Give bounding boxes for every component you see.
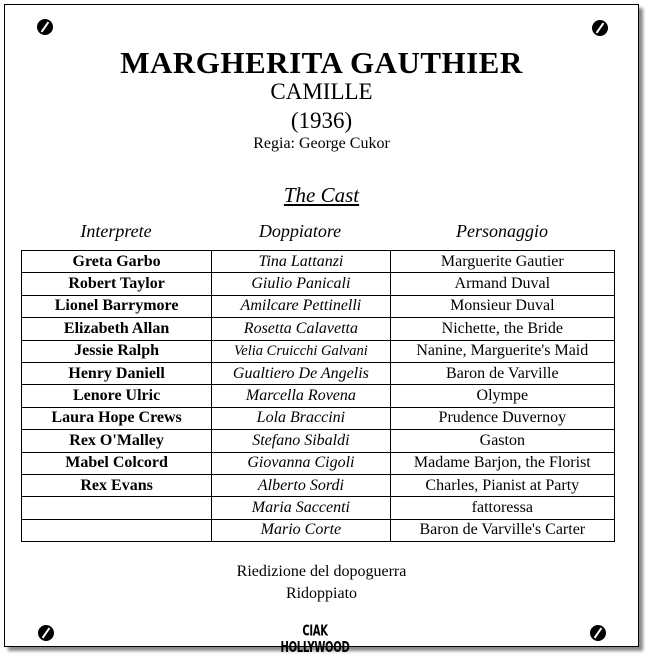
table-row xyxy=(22,452,615,474)
plaque xyxy=(4,4,639,657)
cast-table xyxy=(21,250,615,542)
table-row xyxy=(22,318,615,340)
original-title: CAMILLE xyxy=(270,79,373,104)
screw-icon xyxy=(37,19,53,35)
actor-cell: Lionel Barrymore xyxy=(22,295,212,317)
dubber-cell: Gualtiero De Angelis xyxy=(212,362,390,384)
table-row xyxy=(22,497,615,519)
role-cell: Madame Barjon, the Florist xyxy=(390,452,614,474)
role-cell: fattoressa xyxy=(390,497,614,519)
screw-icon xyxy=(590,625,606,641)
role-cell: Gaston xyxy=(390,430,614,452)
actor-cell: Mabel Colcord xyxy=(22,452,212,474)
dubber-cell: Amilcare Pettinelli xyxy=(212,295,390,317)
table-row xyxy=(22,430,615,452)
role-cell: Nanine, Marguerite's Maid xyxy=(390,340,614,362)
actor-cell xyxy=(22,519,212,541)
dubber-cell: Velia Cruicchi Galvani xyxy=(212,340,390,362)
table-row xyxy=(22,273,615,295)
role-cell: Baron de Varville's Carter xyxy=(390,519,614,541)
dubber-cell: Mario Corte xyxy=(212,519,390,541)
table-row xyxy=(22,340,615,362)
table-row xyxy=(22,251,615,273)
dubber-cell: Maria Saccenti xyxy=(212,497,390,519)
role-cell: Monsieur Duval xyxy=(390,295,614,317)
actor-cell: Robert Taylor xyxy=(22,273,212,295)
role-cell: Marguerite Gautier xyxy=(390,251,614,273)
role-cell: Baron de Varville xyxy=(390,362,614,384)
column-header-actor: Interprete xyxy=(80,221,152,241)
screw-icon xyxy=(592,20,608,36)
table-row xyxy=(22,474,615,496)
dubber-cell: Giovanna Cigoli xyxy=(212,452,390,474)
screw-icon xyxy=(38,625,54,641)
actor-cell: Rex Evans xyxy=(22,474,212,496)
dubber-cell: Stefano Sibaldi xyxy=(212,430,390,452)
actor-cell: Lenore Ulric xyxy=(22,385,212,407)
redub-note: Ridoppiato xyxy=(285,585,358,602)
table-row xyxy=(22,407,615,429)
director: Regia: George Cukor xyxy=(253,135,390,152)
column-header-role: Personaggio xyxy=(456,221,548,241)
actor-cell: Henry Daniell xyxy=(22,362,212,384)
dubber-cell: Rosetta Calavetta xyxy=(212,318,390,340)
role-cell: Nichette, the Bride xyxy=(390,318,614,340)
edition-note: Riedizione del dopoguerra xyxy=(236,563,407,580)
actor-cell: Rex O'Malley xyxy=(22,430,212,452)
actor-cell: Greta Garbo xyxy=(22,251,212,273)
table-row xyxy=(22,295,615,317)
page-title: MARGHERITA GAUTHIER xyxy=(120,45,523,80)
table-row xyxy=(22,362,615,384)
actor-cell xyxy=(22,497,212,519)
actor-cell: Elizabeth Allan xyxy=(22,318,212,340)
role-cell: Olympe xyxy=(390,385,614,407)
table-row xyxy=(22,519,615,541)
release-year: (1936) xyxy=(290,108,353,133)
dubber-cell: Giulio Panicali xyxy=(212,273,390,295)
actor-cell: Laura Hope Crews xyxy=(22,407,212,429)
dubber-cell: Lola Braccini xyxy=(212,407,390,429)
role-cell: Armand Duval xyxy=(390,273,614,295)
dubber-cell: Marcella Rovena xyxy=(212,385,390,407)
ciak-hollywood-logo: CIAK HOLLYWOOD xyxy=(280,623,350,657)
cast-heading: The Cast xyxy=(283,183,360,207)
column-header-dubber: Doppiatore xyxy=(258,221,342,241)
actor-cell: Jessie Ralph xyxy=(22,340,212,362)
role-cell: Charles, Pianist at Party xyxy=(390,474,614,496)
dubber-cell: Alberto Sordi xyxy=(212,474,390,496)
dubber-cell: Tina Lattanzi xyxy=(212,251,390,273)
role-cell: Prudence Duvernoy xyxy=(390,407,614,429)
table-row xyxy=(22,385,615,407)
